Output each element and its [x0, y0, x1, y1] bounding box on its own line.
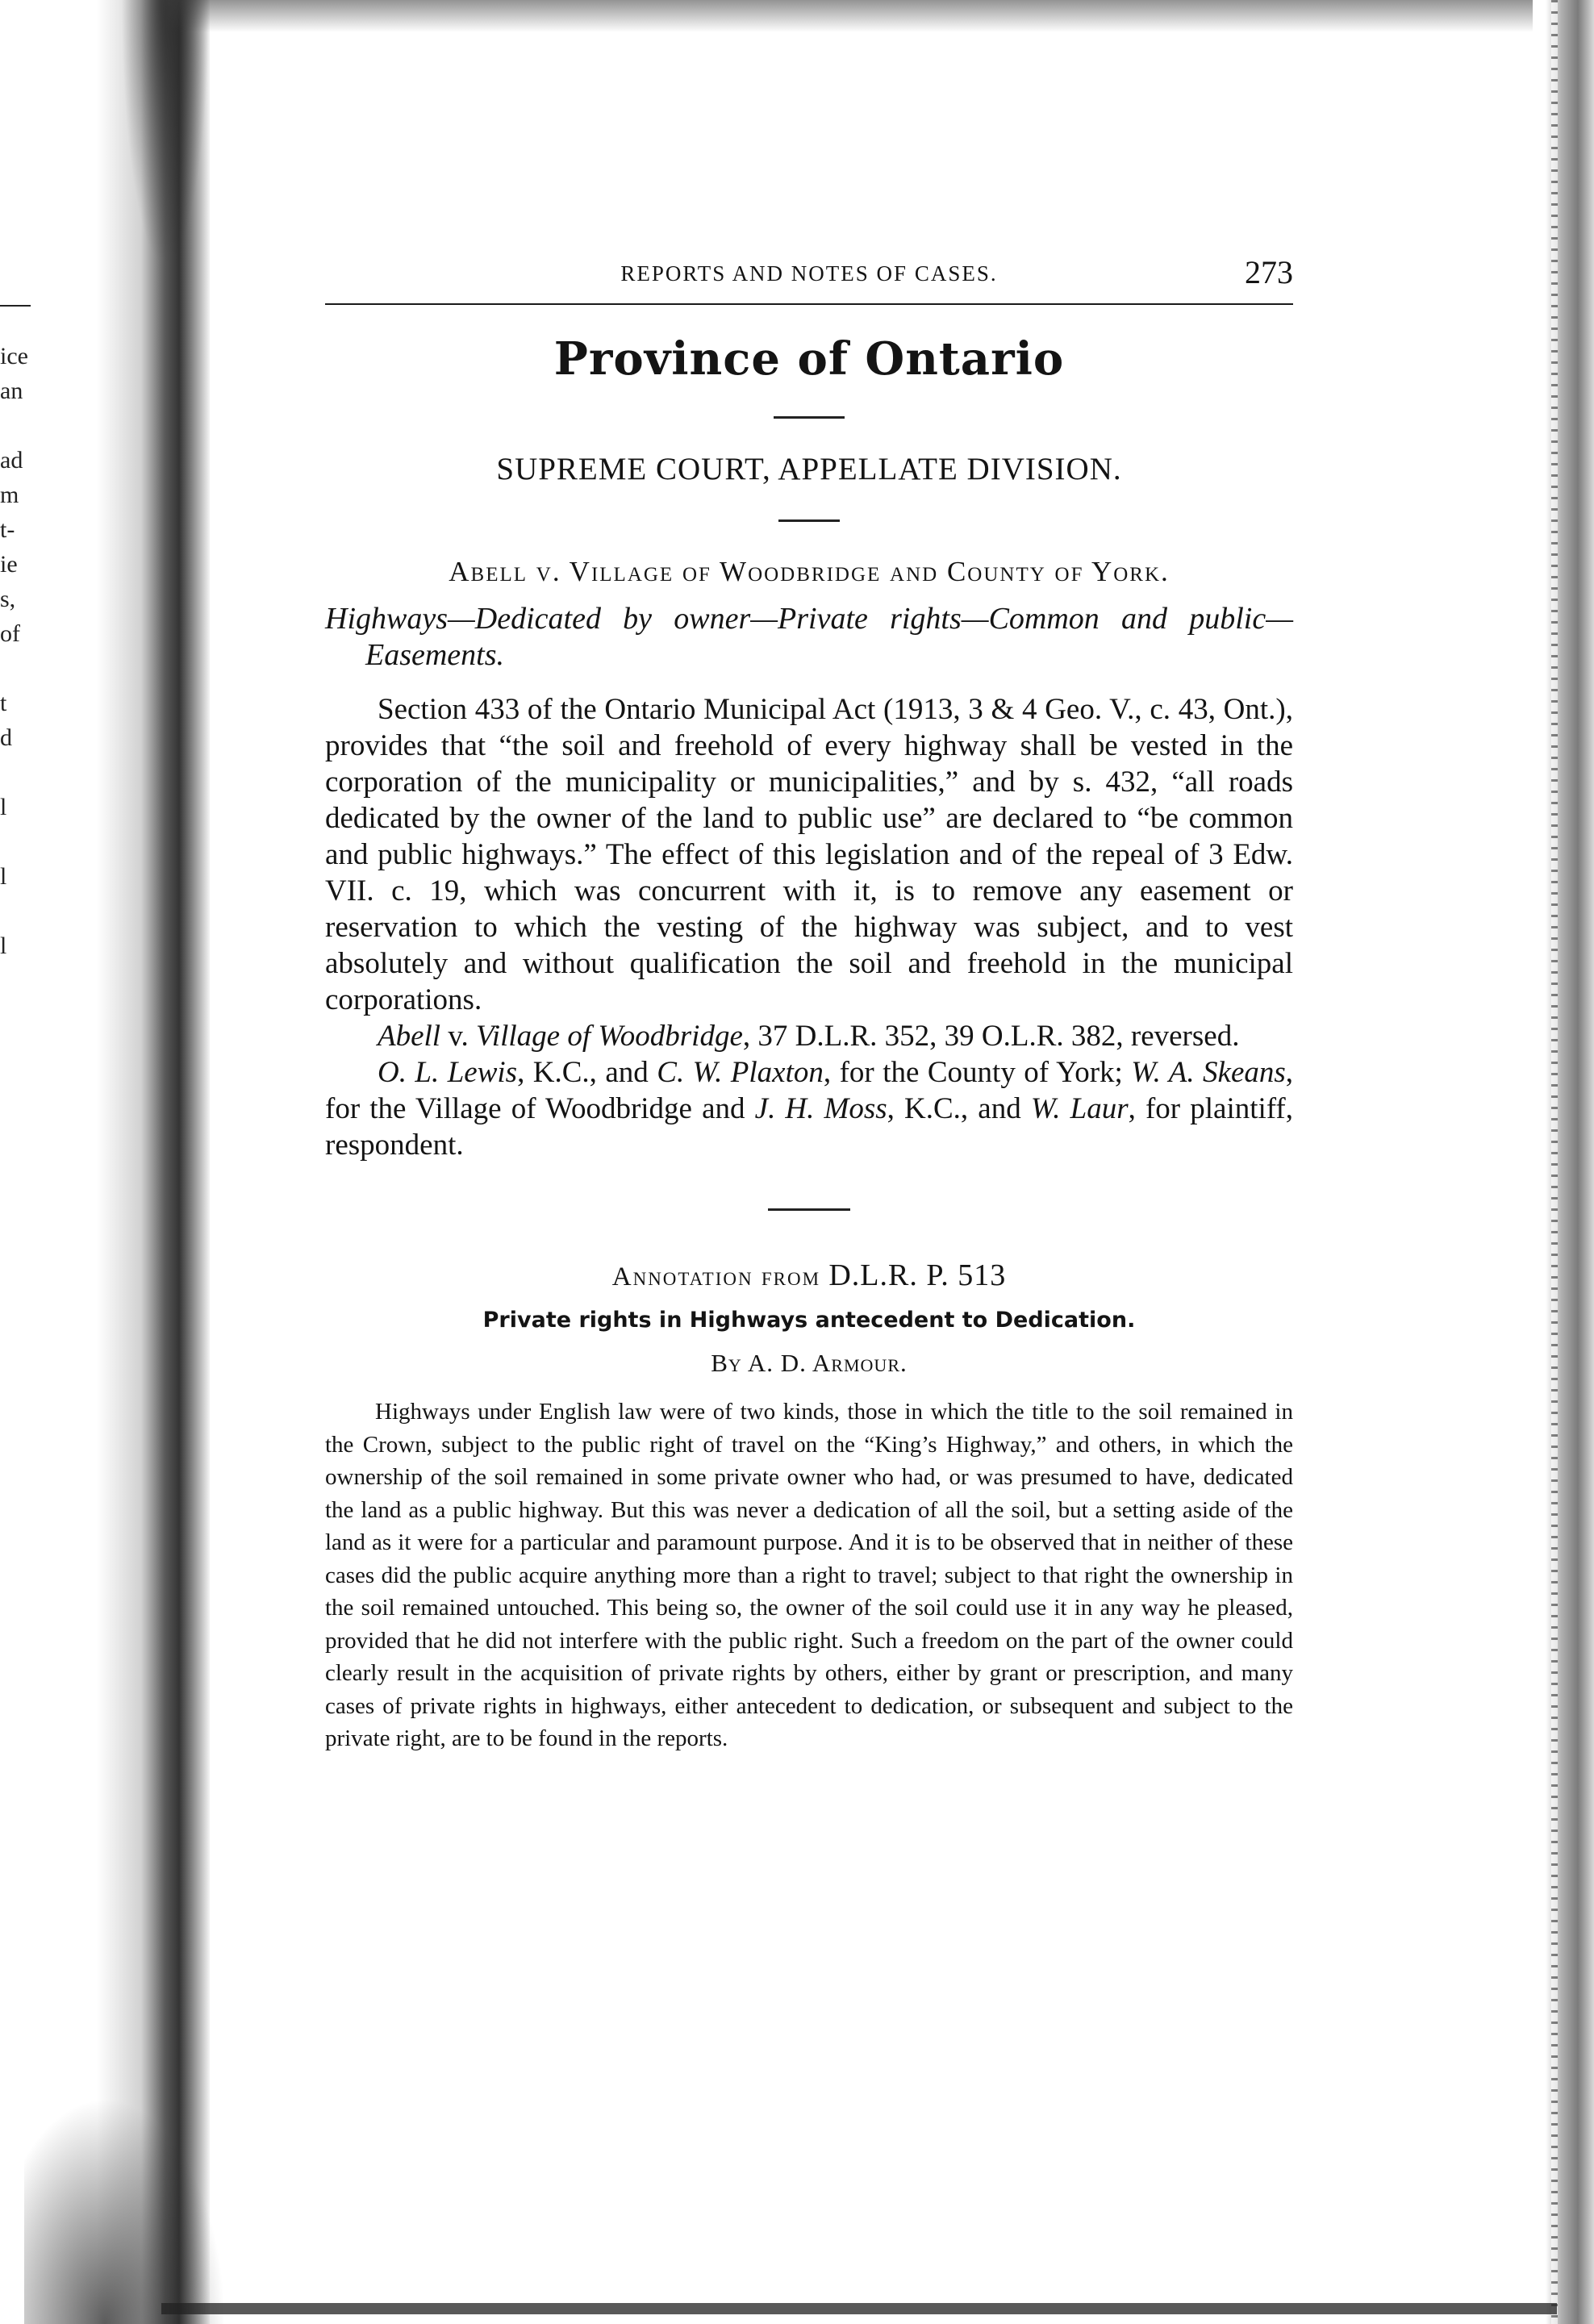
running-head: [325, 250, 1293, 298]
annotation-reference: D.L.R. P. 513: [828, 1258, 1007, 1292]
headnote: Section 433 of the Ontario Municipal Act (1913, 3 & 4 Geo. V., c. 43, Ont.), provides that “the soil and freehold of every highway shall be vested in the corporation of the municipality or municipalities,” and by s. 432, “all roads dedicated by the owner of the land to public use” are declared to “be common and public highways.” The effect of this legislation and of the repeal of 3 Edw. VII. c. 19, which was concurrent with it, is to remove any easement or reservation to which the vesting of the highway was subject, and to vest absolutely and without qualification the soil and freehold in the municipal corporations.: [325, 693, 1293, 1016]
case-title: Abell v. Village of Woodbridge and County of York.: [449, 556, 1170, 587]
court-heading: SUPREME COURT, APPELLATE DIVISION.: [496, 452, 1122, 486]
annotation-body: Highways under English law were of two kinds, those in which the title to the soil remained in the Crown, subject to the public right of travel on the “King’s Highway,” and others, in which the ownership of the soil remained in some private owner who had, or was presumed to have, dedicated the land as a public highway. But this was never a dedication of all the soil, but a setting aside of the land as it were for a particular and paramount purpose. And it is to be observed that in neither of these cases did the public acquire anything more than a right to travel; subject to that right the ownership in the soil remained untouched. This being so, the owner of the soil could use it in any way he pleased, provided that he did not interfere with the public right. Such a freedom on the part of the owner could clearly result in the acquisition of private rights by others, either by grant or prescription, and many cases of private rights in highways, either antecedent to dedication, or subsequent and subject to the private right, are to be found in the reports.: [325, 1399, 1293, 1751]
annotation-byline: By A. D. Armour.: [711, 1349, 908, 1377]
divider: [778, 519, 840, 522]
previous-page-rule: [0, 305, 31, 307]
citation-other-party: Village of Woodbridge: [475, 1020, 743, 1053]
scan-shadow-bottom-left: [24, 2097, 226, 2324]
previous-page-fragments: ice an ad m t- ie s, of t d l l l: [0, 343, 28, 959]
counsel-name: W. A. Skeans: [1131, 1056, 1286, 1089]
case-citation: [325, 1018, 1293, 1054]
catchwords: Highways—Dedicated by owner—Private rights—Common and public—Easements.: [325, 602, 1293, 672]
citation-case-name: Abell: [378, 1020, 441, 1053]
citation-reference: , 37 D.L.R. 352, 39 O.L.R. 382, reversed.: [742, 1020, 1240, 1053]
counsel-name: J. H. Moss: [754, 1092, 887, 1125]
running-title: REPORTS AND NOTES OF CASES.: [620, 261, 998, 286]
page: [325, 250, 1293, 1755]
counsel-name: O. L. Lewis: [378, 1056, 518, 1089]
scan-shadow-top-left: [121, 0, 210, 266]
scan-edge-bottom: [161, 2303, 1557, 2314]
divider: [768, 1208, 850, 1211]
divider: [774, 416, 845, 419]
scan-shadow-right: [1538, 0, 1594, 2324]
annotation-subtitle: Private rights in Highways antecedent to Dedication.: [482, 1308, 1136, 1333]
scan-shadow-top: [161, 0, 1533, 32]
province-heading: Province of Ontario: [553, 332, 1065, 386]
counsel-name: W. Laur: [1030, 1092, 1129, 1125]
counsel: O. L. Lewis, K.C., and C. W. Plaxton, for the County of York; W. A. Skeans, for the Village of Woodbridge and J. H. Moss, K.C., and W. Laur, for plaintiff, respondent.: [325, 1056, 1294, 1162]
page-number: 273: [1245, 254, 1293, 290]
running-head-rule: [325, 303, 1293, 305]
citation-v: v.: [440, 1020, 476, 1053]
scan-noise-right: [1551, 0, 1558, 2324]
annotation-heading: Annotation from D.L.R. P. 513: [611, 1258, 1007, 1292]
counsel-name: C. W. Plaxton: [657, 1056, 824, 1089]
